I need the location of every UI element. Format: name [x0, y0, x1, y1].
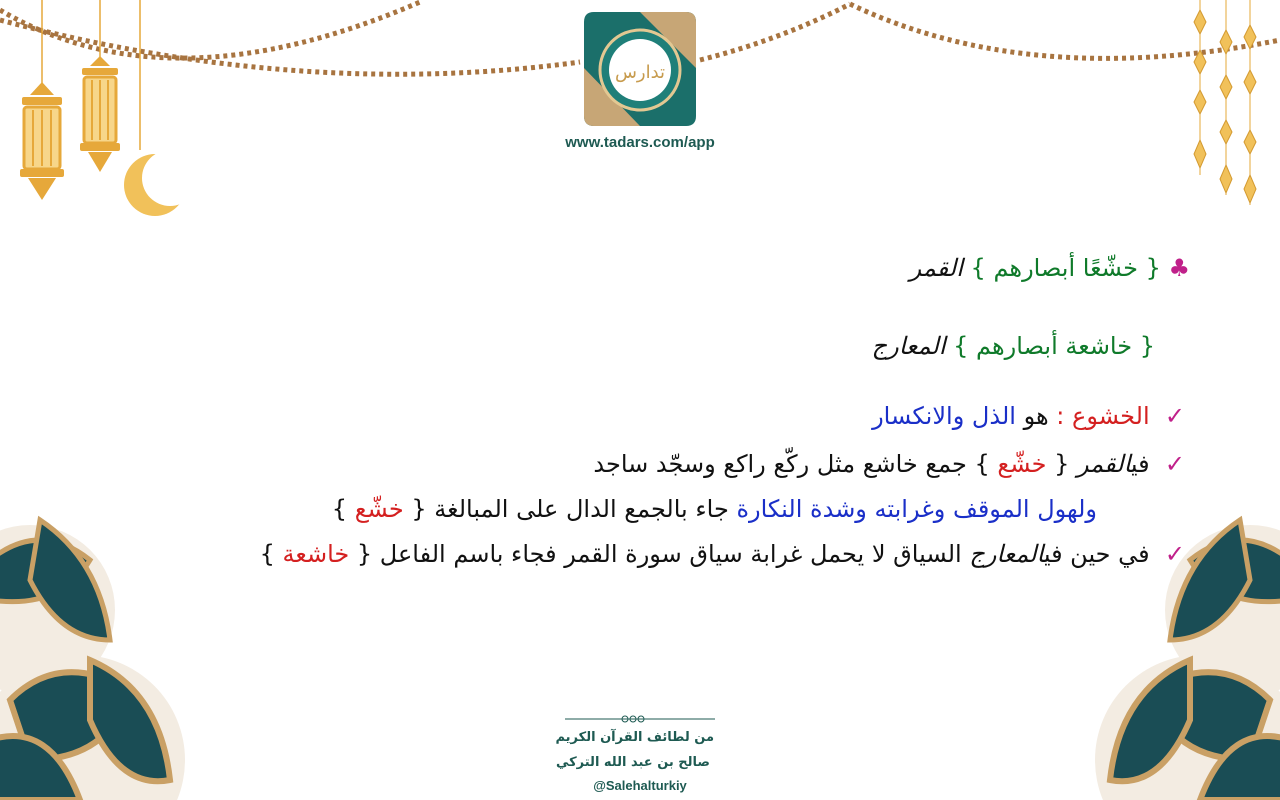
point-qamar-plural	[593, 450, 1185, 478]
checkmark-icon: ✓	[1164, 402, 1185, 430]
credit-series: من لطائف القرآن الكريم	[555, 730, 714, 745]
point-qamar-reason	[332, 495, 1097, 523]
term: الخشوع	[1072, 402, 1150, 430]
crescent-moon-icon	[124, 0, 198, 216]
bead-garland-right	[700, 4, 1280, 60]
bead-garland-left	[0, 2, 580, 74]
explanation: جمع خاشع مثل ركّع راكع وسجّد ساجد	[593, 450, 967, 478]
verse-line-qamar	[910, 254, 1190, 282]
highlight-word: خشّع	[354, 495, 404, 523]
site-url[interactable]: www.tadars.com/app	[565, 134, 715, 151]
brace-close: }	[331, 495, 348, 523]
brace-close: }	[953, 332, 969, 360]
club-bullet-icon: ♣	[1168, 254, 1190, 282]
surah-name: المعارج	[871, 332, 946, 360]
logo-icon	[580, 8, 700, 130]
verse-line-maarij	[872, 332, 1155, 360]
colon: :	[1056, 402, 1065, 430]
is-word: هو	[1023, 402, 1049, 430]
verse-text: خاشعة أبصارهم	[976, 332, 1133, 360]
in-word: في حين في	[1043, 540, 1150, 568]
brace-close: }	[259, 540, 275, 568]
surah-name: المعارج	[969, 540, 1044, 568]
lantern-icon	[20, 0, 64, 200]
brace-open: {	[411, 495, 427, 523]
highlight-word: خاشعة	[282, 540, 350, 568]
brace-close: }	[970, 254, 986, 282]
credit-author: صالح بن عبد الله التركي	[555, 755, 710, 770]
divider-ornament-icon	[565, 712, 715, 726]
surah-name: القمر	[909, 254, 963, 282]
verse-text: خشّعًا أبصارهم	[993, 254, 1138, 282]
brace-open: {	[1139, 332, 1155, 360]
point-maarij-participle	[260, 540, 1185, 568]
lantern-icon	[80, 0, 120, 172]
brace-open: {	[356, 540, 373, 568]
checkmark-icon: ✓	[1164, 540, 1185, 568]
explanation: السياق لا يحمل غرابة سياق سورة القمر فجاء باسم الفاعل	[379, 540, 962, 568]
highlight-word: خشّع	[997, 450, 1047, 478]
credit-handle[interactable]: @Salehalturkiy	[593, 778, 687, 793]
surah-name: القمر	[1077, 450, 1131, 478]
meaning: الذل والانكسار	[872, 402, 1016, 430]
in-word: في	[1130, 450, 1150, 478]
checkmark-icon: ✓	[1164, 450, 1185, 478]
point-khushu-definition	[872, 402, 1185, 430]
tadars-logo[interactable]	[580, 8, 700, 130]
explanation: جاء بالجمع الدال على المبالغة	[434, 495, 729, 523]
hanging-diamonds-icon	[1194, 0, 1256, 205]
brace-close: }	[974, 450, 990, 478]
brace-open: {	[1054, 450, 1070, 478]
flower-ornament-icon	[0, 520, 185, 800]
brace-open: {	[1145, 254, 1161, 282]
svg-text:تدارس: تدارس	[614, 62, 666, 83]
reason: ولهول الموقف وغرابته وشدة النكارة	[736, 495, 1097, 523]
